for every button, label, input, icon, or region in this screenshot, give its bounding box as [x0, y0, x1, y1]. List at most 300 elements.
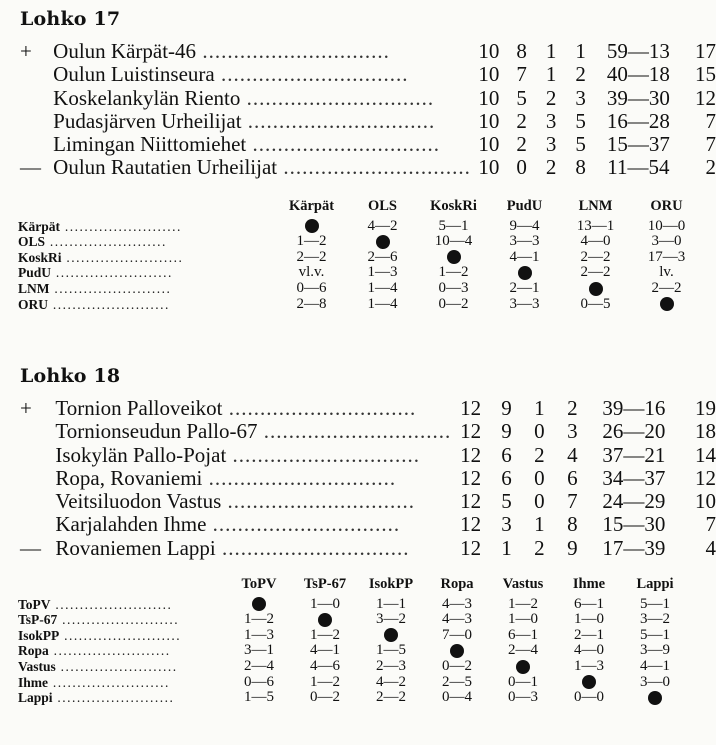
leader-dots: ..............................	[226, 443, 421, 467]
result-cell: 2—5	[442, 673, 472, 690]
self-match-cell	[292, 612, 358, 628]
draws: 2	[534, 535, 545, 560]
result-cell: 4—2	[367, 217, 398, 234]
result-cell: 3—2	[640, 611, 670, 628]
wins: 1	[501, 535, 512, 560]
games-played: 10	[478, 132, 500, 157]
standings-row	[18, 490, 716, 513]
wins: 3	[501, 512, 512, 537]
team-name: Rovaniemen Lappi	[55, 536, 216, 560]
row-label-cell	[18, 690, 226, 706]
goals: 39—16	[602, 396, 666, 420]
goals: 24—29	[602, 489, 666, 514]
games-played: 12	[460, 489, 482, 514]
goals: 34—37	[602, 465, 666, 490]
results-matrix	[18, 199, 702, 312]
wins: 5	[501, 489, 512, 514]
result-cell: 0—5	[580, 295, 611, 312]
standings-row	[18, 87, 716, 110]
column-header: PudU	[506, 198, 543, 214]
leader-dots: ........................	[48, 296, 170, 312]
result-cell: 3—0	[640, 673, 670, 690]
losses: 5	[575, 132, 586, 157]
draws: 3	[545, 132, 557, 157]
leader-dots: ........................	[50, 596, 173, 612]
losses: 3	[567, 419, 578, 444]
leader-dots: ........................	[45, 234, 167, 250]
self-match-dot-icon	[516, 660, 530, 674]
leader-dots: ..............................	[221, 490, 416, 514]
results-matrix	[18, 577, 688, 706]
wins: 5	[516, 85, 527, 110]
leader-dots: ........................	[55, 658, 178, 674]
result-cell: 3—9	[640, 642, 670, 659]
points: 12	[695, 85, 716, 110]
matrix-row	[18, 250, 702, 266]
goals: 26—20	[602, 419, 666, 444]
team-name: Karjalahden Ihme	[55, 513, 207, 537]
team-cell	[55, 444, 451, 467]
wins: 6	[501, 442, 512, 467]
team-cell	[55, 420, 451, 443]
result-cell: 1—2	[244, 611, 274, 628]
standings-row	[18, 537, 716, 560]
result-cell: 0—2	[438, 295, 469, 312]
goals: 39—30	[606, 85, 670, 110]
result-cell: 1—2	[438, 264, 469, 281]
leader-dots: ..............................	[202, 466, 397, 490]
result-cell: 3—3	[509, 233, 540, 250]
result-cell: 1—2	[310, 626, 340, 643]
result-cell: 1—0	[574, 611, 604, 628]
wins: 2	[516, 108, 527, 133]
result-cell: 1—4	[367, 295, 398, 312]
self-match-cell	[226, 597, 292, 613]
result-cell: 1—5	[244, 689, 274, 706]
row-label-cell	[18, 675, 226, 691]
team-cell	[53, 156, 471, 179]
self-match-dot-icon	[252, 597, 266, 611]
row-label-cell	[18, 297, 276, 313]
wins: 9	[501, 419, 512, 444]
leader-dots: ........................	[48, 674, 170, 690]
result-cell: 3—3	[509, 295, 540, 312]
result-cell: 0—0	[574, 689, 604, 706]
draws: 1	[545, 39, 557, 63]
self-match-dot-icon	[582, 675, 596, 689]
result-cell: 1—5	[376, 642, 406, 659]
matrix-row	[18, 612, 688, 628]
team-cell	[53, 110, 471, 133]
goals: 15—37	[606, 132, 670, 157]
losses: 3	[575, 85, 586, 110]
team-name: Koskelankylän Riento	[53, 86, 241, 110]
team-name: Tornionseudun Pallo-67	[55, 420, 258, 444]
leader-dots: ........................	[51, 265, 173, 281]
result-cell: 2—1	[574, 626, 604, 643]
losses: 1	[575, 39, 586, 63]
row-label: Ihme	[18, 674, 48, 690]
leader-dots: ..............................	[277, 156, 471, 180]
losses: 5	[575, 108, 586, 133]
result-cell: 17—3	[647, 248, 686, 265]
team-name: Veitsiluodon Vastus	[55, 490, 222, 514]
matrix-row	[18, 265, 702, 281]
result-cell: 1—3	[244, 626, 274, 643]
self-match-dot-icon	[447, 250, 461, 264]
column-header: Ropa	[440, 576, 474, 592]
games-played: 12	[460, 419, 482, 444]
result-cell: 1—2	[508, 595, 538, 612]
team-name: Oulun Luistinseura	[53, 63, 215, 87]
matrix-row	[18, 234, 702, 250]
team-name: Oulun Rautatien Urheilijat	[53, 156, 278, 180]
status-mark	[18, 110, 53, 133]
column-header: Lappi	[636, 576, 674, 592]
games-played: 12	[460, 512, 482, 537]
wins: 8	[516, 39, 527, 63]
result-cell: 5—1	[640, 595, 670, 612]
goals: 15—30	[602, 512, 666, 537]
losses: 8	[575, 155, 586, 180]
matrix-row	[18, 597, 688, 613]
row-label: ToPV	[18, 596, 51, 612]
leader-dots: ..............................	[214, 63, 409, 87]
column-header: ORU	[650, 198, 683, 214]
row-label: Lappi	[18, 690, 53, 706]
goals: 59—13	[606, 39, 670, 63]
result-cell: 2—2	[580, 248, 611, 265]
row-label: Vastus	[18, 658, 56, 674]
points: 4	[705, 535, 716, 560]
team-name: Ropa, Rovaniemi	[55, 466, 203, 490]
result-cell: 4—2	[376, 673, 406, 690]
result-cell: 3—0	[651, 233, 682, 250]
column-header: Kärpät	[288, 198, 335, 214]
standings-row	[18, 467, 716, 490]
result-cell: 10—4	[434, 233, 473, 250]
result-cell: 2—1	[509, 279, 540, 296]
result-cell: 1—2	[296, 233, 327, 250]
status-mark	[18, 133, 53, 156]
column-header: Vastus	[502, 576, 544, 592]
result-cell: 2—4	[508, 642, 538, 659]
result-cell: 13—1	[576, 217, 615, 234]
draws: 1	[534, 396, 545, 420]
row-label: LNM	[18, 280, 50, 296]
leader-dots: ..............................	[196, 40, 390, 63]
self-match-dot-icon	[384, 628, 398, 642]
wins: 6	[501, 465, 512, 490]
points: 14	[695, 442, 716, 467]
standings-row	[18, 40, 716, 63]
losses: 6	[567, 465, 578, 490]
column-header: IsokPP	[368, 576, 414, 592]
team-cell	[55, 513, 451, 536]
status-mark	[18, 467, 55, 490]
result-cell: 1—4	[367, 279, 398, 296]
result-cell: 2—8	[296, 295, 327, 312]
result-cell: 4—6	[310, 657, 340, 674]
status-mark	[18, 513, 55, 536]
losses: 2	[567, 396, 578, 420]
column-header: ToPV	[241, 576, 277, 592]
row-label: Kärpät	[18, 218, 60, 234]
standings-row	[18, 444, 716, 467]
status-mark	[18, 444, 55, 467]
goals: 11—54	[607, 155, 670, 180]
result-cell: 3—1	[244, 642, 274, 659]
result-cell: 1—0	[508, 611, 538, 628]
matrix-row	[18, 690, 688, 706]
goals: 37—21	[602, 442, 666, 467]
leader-dots: ........................	[52, 690, 175, 706]
draws: 3	[545, 108, 557, 133]
leader-dots: ..............................	[240, 86, 435, 110]
leader-dots: ..............................	[222, 397, 417, 420]
row-label-cell	[18, 234, 276, 250]
self-match-cell	[556, 675, 622, 691]
draws: 1	[534, 512, 545, 537]
points: 7	[705, 132, 716, 157]
leader-dots: ........................	[61, 249, 184, 265]
leader-dots: ..............................	[206, 513, 401, 537]
row-label-cell	[18, 250, 276, 266]
matrix-row	[18, 281, 702, 297]
result-cell: 4—0	[580, 233, 611, 250]
result-cell: 2—2	[651, 279, 682, 296]
leader-dots: ........................	[48, 643, 171, 659]
self-match-cell	[424, 643, 490, 659]
matrix-corner	[18, 577, 226, 597]
team-name: Oulun Kärpät-46	[53, 40, 197, 63]
row-label-cell	[18, 643, 226, 659]
matrix-row	[18, 219, 702, 235]
status-mark: —	[20, 535, 41, 560]
row-label-cell	[18, 265, 276, 281]
leader-dots: ..............................	[215, 536, 410, 560]
row-label: KoskRi	[18, 249, 62, 265]
losses: 2	[575, 62, 586, 87]
result-cell: 10—0	[647, 217, 686, 234]
row-label: IsokPP	[18, 627, 60, 643]
matrix-corner	[18, 199, 276, 219]
goals: 17—39	[602, 535, 666, 560]
draws: 2	[545, 155, 557, 180]
draws: 1	[545, 62, 557, 87]
result-cell: 2—2	[296, 248, 327, 265]
points: 19	[695, 396, 716, 420]
row-label: PudU	[18, 265, 52, 281]
draws: 2	[534, 442, 545, 467]
result-cell: 0—2	[310, 689, 340, 706]
group-title: Lohko 17	[20, 8, 121, 30]
row-label-cell	[18, 659, 226, 675]
losses: 9	[567, 535, 578, 560]
self-match-cell	[358, 628, 424, 644]
games-played: 10	[478, 108, 500, 133]
self-match-dot-icon	[318, 613, 332, 627]
matrix-row	[18, 643, 688, 659]
self-match-cell	[489, 265, 560, 281]
matrix-header-row	[18, 577, 688, 597]
self-match-cell	[490, 659, 556, 675]
leader-dots: ..............................	[246, 133, 440, 157]
column-header: OLS	[367, 198, 397, 214]
points: 18	[695, 419, 716, 444]
matrix-row	[18, 297, 702, 313]
goals: 16—28	[606, 108, 670, 133]
result-cell: 0—1	[508, 673, 538, 690]
leader-dots: ..............................	[241, 109, 436, 133]
column-header: Ihme	[572, 576, 606, 592]
row-label-cell	[18, 612, 226, 628]
self-match-cell	[631, 297, 702, 313]
result-cell: 1—3	[367, 264, 398, 281]
result-cell: 4—1	[640, 657, 670, 674]
losses: 8	[567, 512, 578, 537]
leader-dots: ........................	[59, 627, 182, 643]
self-match-cell	[622, 690, 688, 706]
team-cell	[53, 87, 471, 110]
losses: 7	[567, 489, 578, 514]
standings-table	[18, 40, 716, 180]
draws: 2	[545, 85, 557, 110]
leader-dots: ........................	[57, 612, 180, 628]
team-cell	[53, 40, 471, 63]
draws: 0	[534, 489, 545, 514]
matrix-header-row	[18, 199, 702, 219]
leader-dots: ........................	[49, 280, 172, 296]
row-label-cell	[18, 628, 226, 644]
games-played: 10	[478, 62, 500, 87]
points: 17	[695, 39, 716, 63]
self-match-dot-icon	[518, 266, 532, 280]
leader-dots: ........................	[60, 218, 182, 234]
wins: 2	[516, 132, 527, 157]
group-title: Lohko 18	[20, 365, 121, 387]
result-cell: 2—4	[244, 657, 274, 674]
draws: 0	[534, 419, 545, 444]
wins: 7	[516, 62, 527, 87]
result-cell: 4—3	[442, 595, 472, 612]
status-mark	[18, 63, 53, 86]
result-cell: 0—4	[442, 689, 472, 706]
self-match-cell	[418, 250, 489, 266]
team-name: Tornion Palloveikot	[55, 397, 223, 420]
team-cell	[53, 133, 471, 156]
self-match-cell	[560, 281, 631, 297]
team-name: Limingan Niittomiehet	[53, 133, 247, 157]
team-cell	[55, 397, 451, 420]
result-cell: 3—2	[376, 611, 406, 628]
result-cell: 0—3	[508, 689, 538, 706]
result-cell: 1—2	[310, 673, 340, 690]
self-match-dot-icon	[589, 282, 603, 296]
points: 2	[705, 155, 716, 180]
result-cell: 6—1	[508, 626, 538, 643]
result-cell: 2—2	[376, 689, 406, 706]
games-played: 12	[460, 535, 482, 560]
games-played: 12	[460, 396, 482, 420]
result-cell: lv.	[659, 264, 674, 281]
matrix-row	[18, 628, 688, 644]
team-cell	[55, 467, 451, 490]
status-mark	[18, 420, 55, 443]
row-label: ORU	[18, 296, 48, 312]
draws: 0	[534, 465, 545, 490]
self-match-dot-icon	[376, 235, 390, 249]
losses: 4	[567, 442, 578, 467]
row-label-cell	[18, 597, 226, 613]
result-cell: 4—1	[509, 248, 540, 265]
result-cell: 5—1	[438, 217, 469, 234]
games-played: 12	[460, 465, 482, 490]
self-match-dot-icon	[660, 297, 674, 311]
self-match-cell	[347, 234, 418, 250]
team-name: Isokylän Pallo-Pojat	[55, 443, 227, 467]
result-cell: 9—4	[509, 217, 540, 234]
result-cell: 4—3	[442, 611, 472, 628]
row-label: OLS	[18, 234, 46, 250]
standings-row	[18, 133, 716, 156]
result-cell: 4—1	[310, 642, 340, 659]
self-match-dot-icon	[305, 219, 319, 233]
status-mark	[18, 87, 53, 110]
leader-dots: ..............................	[257, 420, 452, 444]
column-header: TsP-67	[303, 576, 347, 592]
points: 12	[695, 465, 716, 490]
standings-row	[18, 156, 716, 179]
matrix-row	[18, 659, 688, 675]
result-cell: 0—2	[442, 657, 472, 674]
row-label: Ropa	[18, 643, 49, 659]
standings-row	[18, 63, 716, 86]
self-match-cell	[276, 219, 347, 235]
standings-row	[18, 110, 716, 133]
matrix-row	[18, 675, 688, 691]
result-cell: 4—0	[574, 642, 604, 659]
result-cell: vl.v.	[298, 264, 325, 281]
goals: 40—18	[606, 62, 670, 87]
points: 7	[705, 512, 716, 537]
games-played: 12	[460, 442, 482, 467]
result-cell: 2—6	[367, 248, 398, 265]
result-cell: 5—1	[640, 626, 670, 643]
wins: 0	[516, 155, 527, 180]
self-match-dot-icon	[450, 644, 464, 658]
games-played: 10	[478, 39, 500, 63]
status-mark: +	[20, 396, 32, 420]
result-cell: 6—1	[574, 595, 604, 612]
row-label: TsP-67	[18, 612, 58, 628]
result-cell: 7—0	[442, 626, 472, 643]
standings-table	[18, 397, 716, 560]
team-cell	[55, 537, 451, 560]
result-cell: 0—6	[296, 279, 327, 296]
standings-row	[18, 513, 716, 536]
column-header: LNM	[578, 198, 613, 214]
row-label-cell	[18, 219, 276, 235]
result-cell: 2—2	[580, 264, 611, 281]
team-cell	[55, 490, 451, 513]
result-cell: 2—3	[376, 657, 406, 674]
result-cell: 1—3	[574, 657, 604, 674]
wins: 9	[501, 396, 512, 420]
self-match-dot-icon	[648, 691, 662, 705]
standings-row	[18, 420, 716, 443]
games-played: 10	[478, 85, 500, 110]
